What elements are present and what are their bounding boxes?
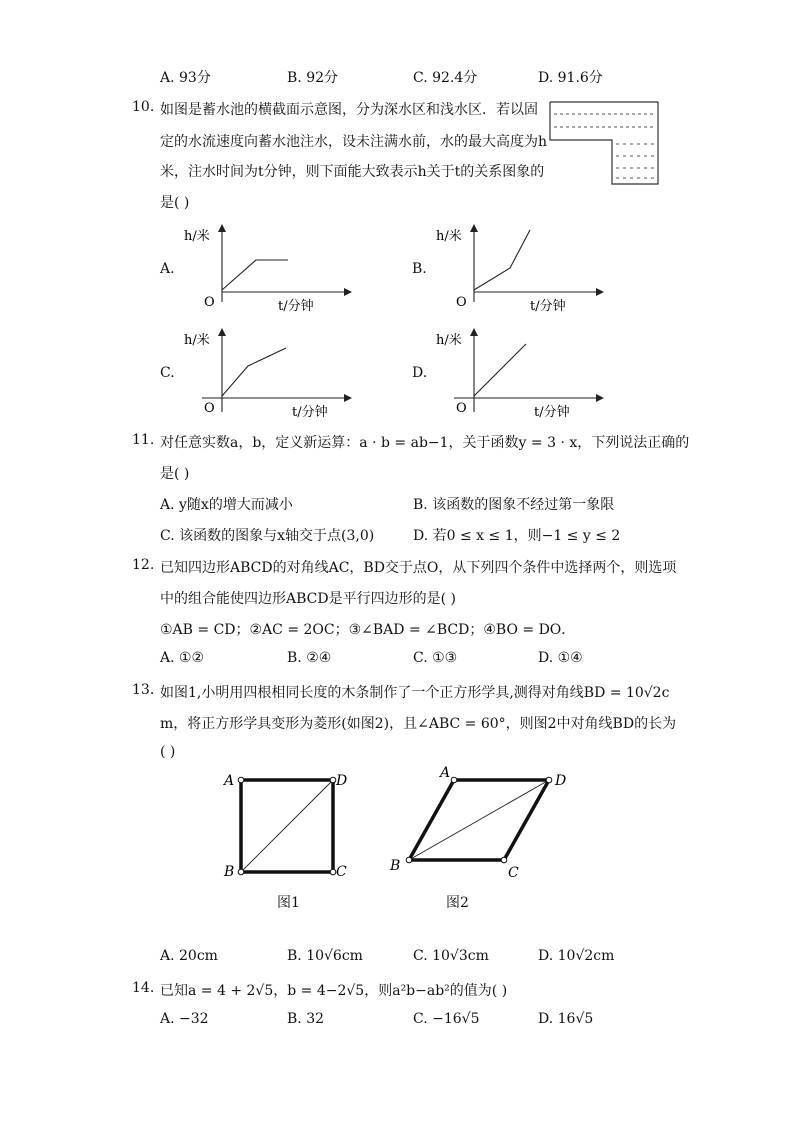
q9-option-d: D. 91.6分 bbox=[538, 70, 603, 86]
q10-line-3: 米，注水时间为t分钟，则下面能大致表示h关于t的关系图象的 bbox=[160, 164, 545, 180]
q12-number: 12. bbox=[132, 557, 155, 573]
q11-option-b: B. 该函数的图象不经过第一象限 bbox=[413, 497, 615, 513]
graph-a-ylabel: h/米 bbox=[184, 229, 210, 244]
q10-line-1: 如图是蓄水池的横截面示意图，分为深水区和浅水区．若以固 bbox=[160, 102, 538, 118]
q13-figure-1-square bbox=[218, 768, 352, 884]
q13-fig1-caption: 图1 bbox=[277, 895, 300, 911]
q10-option-b-label: B. bbox=[412, 261, 427, 277]
q10-option-a-label: A. bbox=[160, 261, 175, 277]
reservoir-figure bbox=[548, 100, 660, 186]
q12-line-1: 已知四边形ABCD的对角线AC，BD交于点O，从下列四个条件中选择两个，则选项 bbox=[160, 560, 677, 576]
q12-option-b: B. ②④ bbox=[287, 650, 332, 666]
fig1-label-c: C bbox=[336, 864, 347, 880]
graph-d-ylabel: h/米 bbox=[436, 333, 462, 348]
q10-graph-a bbox=[178, 222, 358, 314]
q9-option-a: A. 93分 bbox=[160, 70, 211, 86]
fig1-label-b: B bbox=[224, 864, 235, 880]
q12-option-c: C. ①③ bbox=[413, 650, 458, 666]
q13-fig2-caption: 图2 bbox=[446, 895, 469, 911]
q13-option-b: B. 10√6cm bbox=[287, 948, 363, 964]
q12-line-2: 中的组合能使四边形ABCD是平行四边形的是( ) bbox=[160, 591, 456, 607]
q11-line-2: 是( ) bbox=[160, 466, 190, 482]
q9-option-c: C. 92.4分 bbox=[413, 70, 478, 86]
fig2-label-c: C bbox=[508, 865, 519, 881]
q13-option-d: D. 10√2cm bbox=[538, 948, 615, 964]
q10-number: 10. bbox=[132, 99, 155, 115]
graph-b-origin: O bbox=[456, 295, 467, 310]
graph-d-origin: O bbox=[456, 401, 467, 416]
q14-option-a: A. −32 bbox=[160, 1011, 209, 1027]
q13-line-3: ( ) bbox=[160, 744, 176, 760]
graph-b-xlabel: t/分钟 bbox=[530, 299, 566, 314]
q13-option-a: A. 20cm bbox=[160, 948, 218, 964]
q13-figure-2-rhombus bbox=[384, 764, 574, 882]
q12-line-3: ①AB = CD；②AC = 2OC；③∠BAD = ∠BCD；④BO = DO． bbox=[160, 622, 576, 638]
fig1-label-d: D bbox=[336, 773, 348, 789]
graph-a-xlabel: t/分钟 bbox=[278, 299, 314, 314]
q14-option-c: C. −16√5 bbox=[413, 1011, 480, 1027]
q10-option-c-label: C. bbox=[160, 365, 175, 381]
fig2-label-b: B bbox=[390, 858, 401, 874]
q11-line-1: 对任意实数a，b，定义新运算：a · b = ab−1，关于函数y = 3 · x，下列说法正确的 bbox=[160, 435, 690, 451]
q10-line-2: 定的水流速度向蓄水池注水，设未注满水前，水的最大高度为h bbox=[160, 134, 548, 150]
q10-graph-d bbox=[430, 326, 610, 418]
q10-graph-b bbox=[430, 222, 610, 314]
q13-number: 13. bbox=[132, 682, 155, 698]
q13-line-2: m，将正方形学具变形为菱形(如图2)，且∠ABC = 60°，则图2中对角线BD的长为 bbox=[160, 716, 677, 732]
graph-a-origin: O bbox=[204, 295, 215, 310]
q14-line: 已知a = 4 + 2√5，b = 4−2√5，则a²b−ab²的值为( ) bbox=[160, 983, 508, 999]
q11-option-d: D. 若0 ≤ x ≤ 1，则−1 ≤ y ≤ 2 bbox=[413, 528, 621, 544]
q12-option-d: D. ①④ bbox=[538, 650, 583, 666]
q11-option-c: C. 该函数的图象与x轴交于点(3,0) bbox=[160, 528, 375, 544]
graph-c-origin: O bbox=[204, 401, 215, 416]
q13-line-1: 如图1,小明用四根相同长度的木条制作了一个正方形学具,测得对角线BD = 10√2c bbox=[160, 685, 670, 701]
fig1-label-a: A bbox=[224, 773, 235, 789]
q11-number: 11. bbox=[132, 432, 155, 448]
q14-number: 14. bbox=[132, 980, 155, 996]
q10-option-d-label: D. bbox=[412, 365, 428, 381]
q14-option-d: D. 16√5 bbox=[538, 1011, 594, 1027]
q10-line-4: 是( ) bbox=[160, 195, 190, 211]
graph-c-ylabel: h/米 bbox=[184, 333, 210, 348]
q14-option-b: B. 32 bbox=[287, 1011, 325, 1027]
q13-option-c: C. 10√3cm bbox=[413, 948, 489, 964]
fig2-label-d: D bbox=[555, 773, 567, 789]
fig2-label-a: A bbox=[440, 765, 451, 781]
graph-d-xlabel: t/分钟 bbox=[534, 405, 570, 418]
q9-option-b: B. 92分 bbox=[287, 70, 339, 86]
graph-b-ylabel: h/米 bbox=[436, 229, 462, 244]
q10-graph-c bbox=[178, 326, 358, 418]
q11-option-a: A. y随x的增大而减小 bbox=[160, 497, 293, 513]
q12-option-a: A. ①② bbox=[160, 650, 205, 666]
graph-c-xlabel: t/分钟 bbox=[292, 405, 328, 418]
